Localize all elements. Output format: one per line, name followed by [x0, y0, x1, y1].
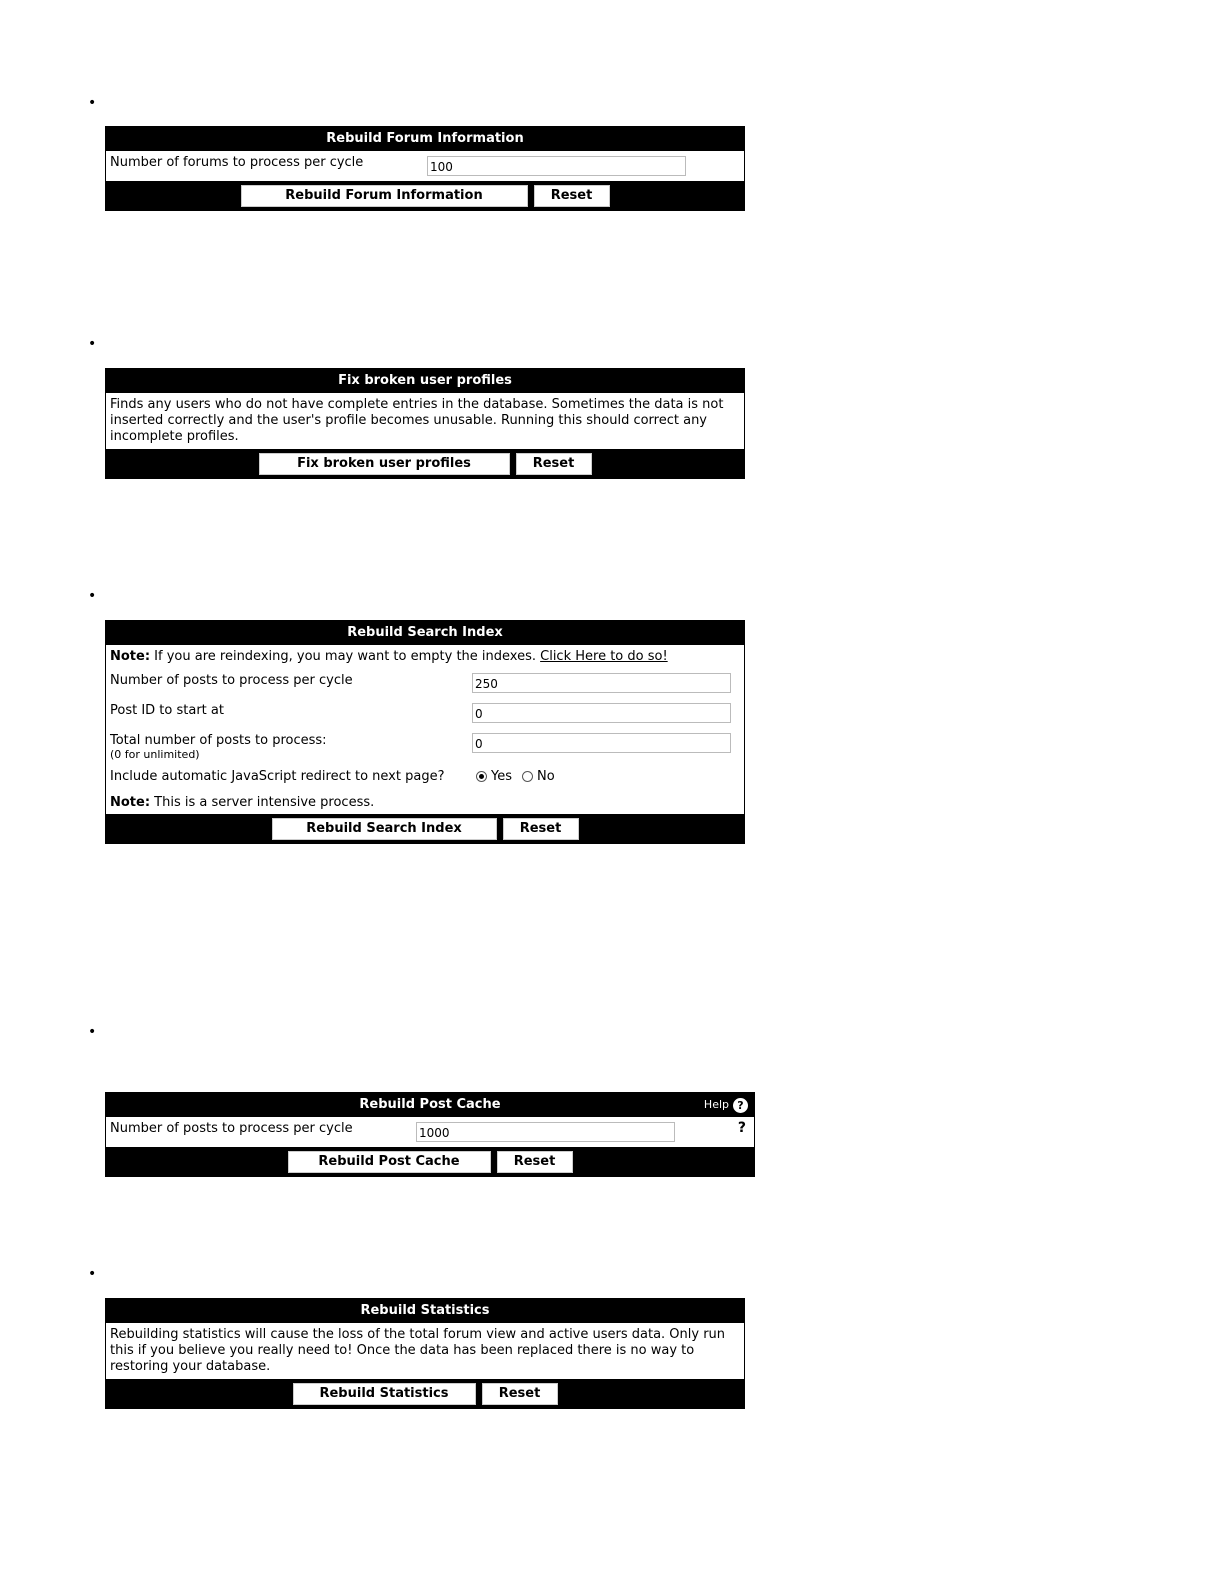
posts-per-cycle-row [106, 1117, 754, 1147]
server-intensive-note [106, 793, 744, 814]
panel-footer [106, 1147, 754, 1176]
panel-body [106, 1323, 744, 1379]
note-text: This is a server intensive process. [150, 795, 375, 810]
rebuild-forum-info-panel [105, 126, 745, 211]
list-bullet: • [88, 1024, 97, 1040]
panel-header [106, 1093, 754, 1117]
panel-description: Finds any users who do not have complete entries in the database. Sometimes the data is not inserted correctly and the user's profile becomes unusable. Running this should correct any incomplete profiles. [110, 397, 724, 444]
js-redirect-label: Include automatic JavaScript redirect to next page? [110, 769, 445, 784]
list-bullet: • [88, 336, 97, 352]
total-posts-input[interactable] [472, 733, 731, 753]
total-posts-label [110, 733, 327, 761]
help-icon[interactable]: ? [733, 1098, 748, 1113]
redirect-no-label: No [537, 769, 555, 784]
reset-button[interactable]: Reset [497, 1151, 573, 1173]
rebuild-post-cache-panel [105, 1092, 755, 1177]
start-post-id-input[interactable] [472, 703, 731, 723]
panel-title: Rebuild Search Index [347, 625, 503, 640]
posts-per-cycle-row [106, 669, 744, 699]
total-posts-label-text: Total number of posts to process: [110, 733, 327, 748]
panel-body [106, 1117, 754, 1147]
fix-user-profiles-panel [105, 368, 745, 479]
panel-title: Rebuild Forum Information [326, 131, 524, 146]
note-prefix: Note: [110, 649, 151, 664]
rebuild-post-cache-button[interactable]: Rebuild Post Cache [288, 1151, 491, 1173]
posts-per-cycle-label: Number of posts to process per cycle [110, 1121, 353, 1136]
fix-user-profiles-button[interactable]: Fix broken user profiles [259, 453, 510, 475]
panel-title: Rebuild Post Cache [359, 1097, 501, 1112]
redirect-yes-radio[interactable] [476, 771, 487, 782]
panel-body [106, 151, 744, 181]
reset-button[interactable]: Reset [534, 185, 610, 207]
empty-indexes-link[interactable]: Click Here to do so! [540, 649, 668, 664]
total-posts-sublabel: (0 for unlimited) [110, 748, 200, 761]
posts-per-cycle-input[interactable] [416, 1122, 675, 1142]
help-label: Help [703, 1098, 729, 1111]
forums-per-cycle-row [106, 151, 744, 181]
redirect-no-radio[interactable] [522, 771, 533, 782]
panel-footer [106, 814, 744, 843]
total-posts-row [106, 729, 744, 765]
posts-per-cycle-label: Number of posts to process per cycle [110, 673, 353, 688]
list-bullet: • [88, 95, 97, 111]
redirect-yes-label: Yes [491, 769, 512, 784]
list-bullet: • [88, 588, 97, 604]
panel-body [106, 393, 744, 449]
panel-body [106, 645, 744, 814]
start-post-id-row [106, 699, 744, 729]
question-mark-icon[interactable]: ? [737, 1120, 746, 1136]
forums-per-cycle-label: Number of forums to process per cycle [110, 155, 364, 170]
js-redirect-row [106, 765, 744, 793]
start-post-id-label: Post ID to start at [110, 703, 224, 718]
rebuild-statistics-button[interactable]: Rebuild Statistics [293, 1383, 476, 1405]
note-text: If you are reindexing, you may want to empty the indexes. [150, 649, 541, 664]
reset-button[interactable]: Reset [482, 1383, 558, 1405]
list-bullet: • [88, 1266, 97, 1282]
js-redirect-radio-group [476, 769, 555, 784]
posts-per-cycle-input[interactable] [472, 673, 731, 693]
rebuild-search-index-button[interactable]: Rebuild Search Index [272, 818, 497, 840]
panel-description: Rebuilding statistics will cause the loss of the total forum view and active users data. Only run this if you believe you really need to! Once the data has been replaced there is no way to restoring your database. [110, 1327, 726, 1374]
help-link[interactable] [704, 1093, 748, 1117]
rebuild-statistics-panel [105, 1298, 745, 1409]
panel-footer [106, 449, 744, 478]
rebuild-forum-info-button[interactable]: Rebuild Forum Information [241, 185, 528, 207]
panel-footer [106, 181, 744, 210]
panel-title: Fix broken user profiles [338, 373, 512, 388]
reset-button[interactable]: Reset [516, 453, 592, 475]
forums-per-cycle-input[interactable] [427, 156, 686, 176]
rebuild-search-index-panel [105, 620, 745, 844]
panel-title: Rebuild Statistics [360, 1303, 490, 1318]
reindex-note [106, 645, 744, 669]
panel-footer [106, 1379, 744, 1408]
note-prefix: Note: [110, 795, 151, 810]
reset-button[interactable]: Reset [503, 818, 579, 840]
